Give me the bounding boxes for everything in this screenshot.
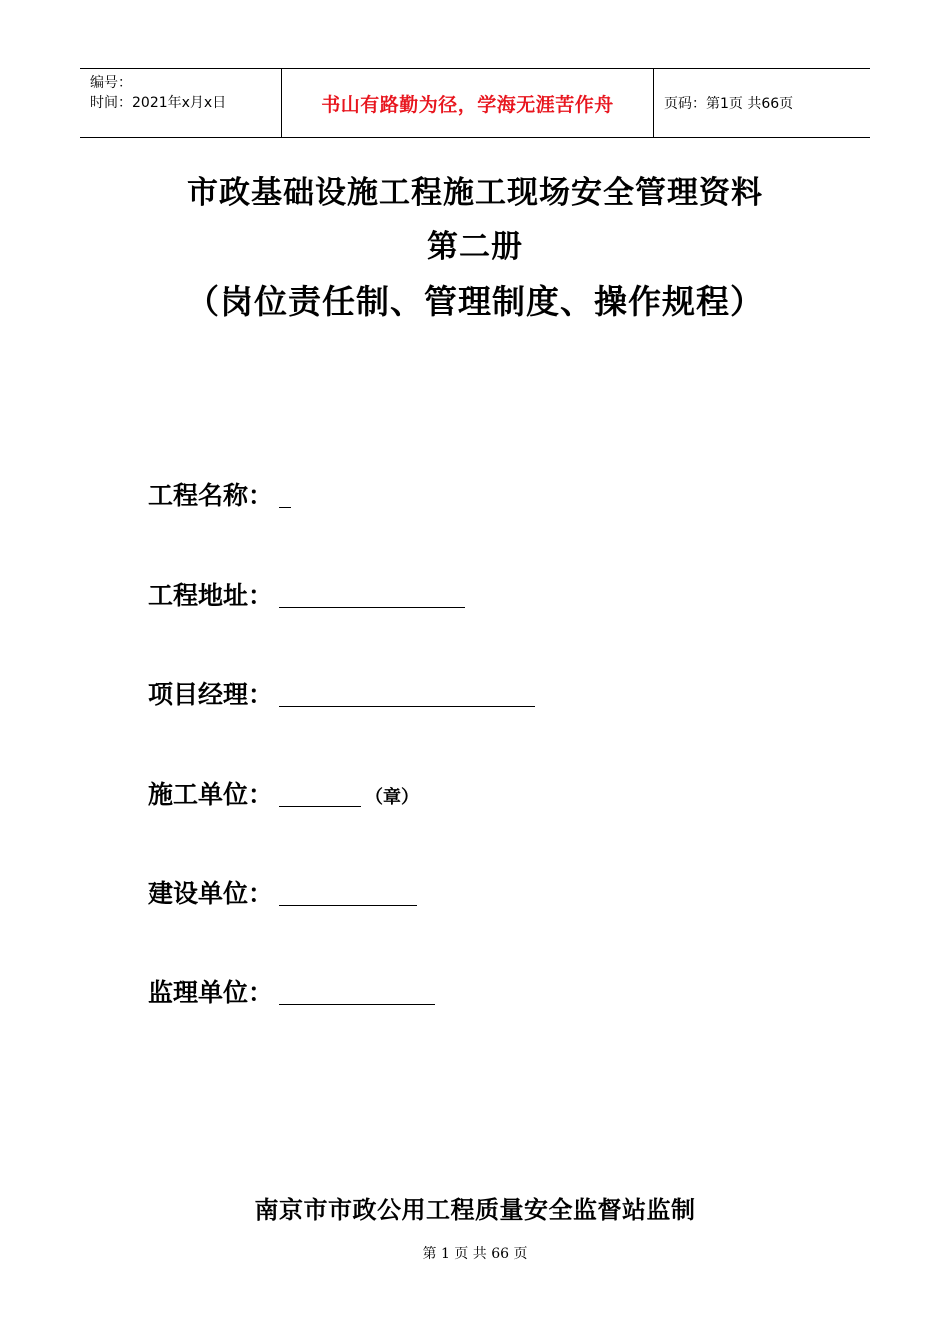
project-name-blank[interactable] [279,477,291,508]
owner-unit-label: 建设单位： [148,879,274,908]
title-subtitle: （岗位责任制、管理制度、操作规程） [186,282,764,321]
supervision-unit-label: 监理单位： [148,978,274,1007]
owner-unit-row [148,864,417,914]
document-header [80,68,870,138]
header-meta [80,69,282,137]
project-name-label: 工程名称： [148,481,274,510]
title-volume: 第二册 [427,229,523,265]
project-address-blank[interactable] [279,577,465,608]
header-motto: 书山有路勤为径，学海无涯苦作舟 [321,93,614,116]
construction-unit-blank[interactable] [279,776,361,807]
header-page-count: 页码：第1页 共66页 [664,96,794,112]
project-address-label: 工程地址： [148,581,274,610]
supervision-unit-blank[interactable] [279,974,435,1005]
supervision-unit-row [148,963,435,1013]
header-page-info [654,69,870,137]
project-manager-row [148,665,535,715]
project-address-row [148,566,465,616]
project-name-row [148,466,291,516]
title-main: 市政基础设施工程施工现场安全管理资料 [187,175,763,211]
project-manager-label: 项目经理： [148,680,274,709]
document-number-label: 编号： [90,75,132,91]
owner-unit-blank[interactable] [279,875,417,906]
project-manager-blank[interactable] [279,676,535,707]
seal-mark: （章） [365,787,420,808]
construction-unit-row [148,765,419,815]
document-title [0,166,950,330]
issuing-organization: 南京市市政公用工程质量安全监督站监制 [254,1195,696,1224]
construction-unit-label: 施工单位： [148,780,274,809]
document-date-label: 时间：2021年x月x日 [90,95,227,111]
page-number: 第 1 页 共 66 页 [422,1246,528,1262]
header-motto-cell [282,69,654,137]
